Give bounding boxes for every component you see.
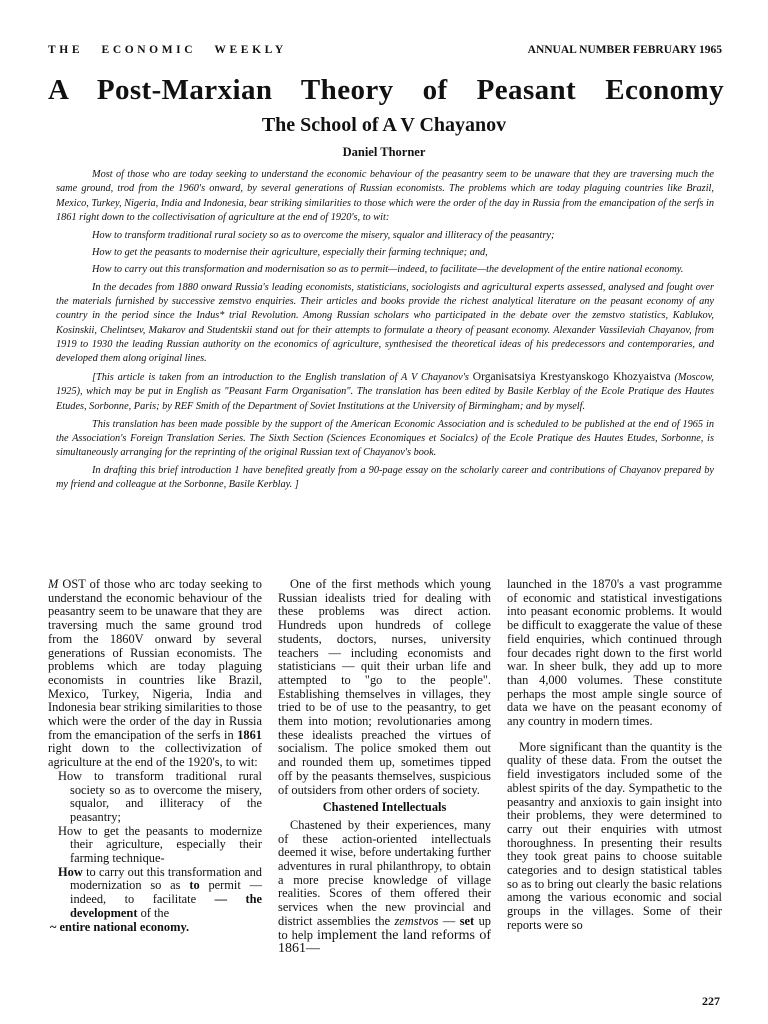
aim-continuation: ~ entire national economy. xyxy=(50,919,190,934)
aim-text: of the xyxy=(140,905,170,920)
page-number: 227 xyxy=(702,994,720,1008)
body-paragraph xyxy=(48,578,262,770)
body-paragraph: One of the first methods which young Russian idealists tried for dealing with these problems was direct action. Hundreds upon hundreds of college students, doctors, nurses, university teachers — including economists and statisticians — quit their urban life and attempted to "go to the people". Establishing themselves in villages, they tried to be of use to the peasantry, to get them into motion; revolutionaries among these idealists preached the virtues of socialism. The police smoked them out and rounded them up, sometimes tipped off by the peasants themselves, suspicious of outsiders from other orders of society. xyxy=(278,577,491,797)
intro-note xyxy=(56,370,714,414)
body-paragraph: More significant than the quantity is the quality of these data. From the outset the field investigators included some of the ablest spirits of the day. Sympathetic to the peasantry and anxioxis to gain insight into their problems, they were determined to carry out their enquiries with utmost thoroughness. In presenting their results they took great pains to choose suitable categories and to design statistical tables so as to bring out clearly the basic relations among the various economic and social groups in the villages. Some of their reports were so xyxy=(507,739,722,932)
article-subtitle: The School of A V Chayanov xyxy=(261,114,507,136)
intro-paragraph: This translation has been made possible by the support of the American Economic Association and is scheduled to be published at the end of 1965 in the Association's Foreign Translation Series. The Sixth Section (Sciences Economiques et Socialcs) of the Ecole Pratique des Hautes Etudes, Sorbonne, is simultaneously arranging for the reprinting of the original Russian text of Chayanov's book. xyxy=(56,418,714,459)
body-text: right down to the collectivization of agriculture at the end of the 1920's, to wit: xyxy=(48,741,262,770)
column-2 xyxy=(278,578,491,956)
running-head xyxy=(48,44,722,60)
intro-note-text: [This article is taken from an introduction to the English translation of A V Chayanov's xyxy=(92,372,469,384)
body-text: up to help xyxy=(278,913,491,942)
section-heading: Chastened Intellectuals xyxy=(322,800,447,815)
issue-label: ANNUAL NUMBER FEBRUARY 1965 xyxy=(527,44,722,56)
aim-item: How to transform traditional rural society so as to overcome the misery, squalor, and illiteracy of the peasantry; xyxy=(58,768,262,824)
drop-cap: M xyxy=(48,577,59,591)
intro-aim-item: How to carry out this transformation and modernisation so as to permit—indeed, to facilitate—the development of the entire national economy. xyxy=(92,264,684,276)
aim-item xyxy=(58,864,263,921)
body-paragraph xyxy=(278,819,491,956)
zemstvos-term: zemstvos xyxy=(394,913,439,928)
column-3 xyxy=(507,578,722,933)
intro-aim-item: How to get the peasants to modernise their agriculture, especially their farming technique; and, xyxy=(92,247,488,259)
body-text: OST of those who arc today seeking to understand the economic behaviour of the peasantry seem to be unaware that they are traversing much the same ground trod from the 1860V onward by several generations of Russian economists. The problems which are today plaguing economists in countries like Brazil, Mexico, Turkey, Nigeria, India and Indonesia bear striking similarities to those which were the order of the day in Russia from the emancipation of the serfs in xyxy=(48,577,262,742)
year-1861: 1861 xyxy=(237,727,262,742)
column-1 xyxy=(48,578,262,934)
intro-paragraph: In the decades from 1880 onward Russia's leading economists, statisticians, sociologists and agricultural experts assessed, analysed and fought over the materials furnished by successive zemstvo enquiries. Their articles and books provide the richest analytical literature on the peasant economy of any country in the period since the Indus* trial Revolution. Among Russian scholars who participated in the debate over the zemstvo statistics, Kablukov, Kosinskii, Chelintsev, Makarov and Studentskii stand out for their attempts to formulate a theory of peasant economy. Alexander Vassileviah Chayanov, from 1919 to 1930 the leading Russian authority on the economics of agriculture, synthesised the theoretical ideas of his predecessors and contemporaries, and developed them along original lines. xyxy=(56,281,714,365)
article-author: Daniel Thorner xyxy=(342,145,426,159)
aim-text: to xyxy=(189,878,200,893)
body-text: Chastened by their experiences, many of these action-oriented intellectuals deemed it wise, before undertaking further adventures in rural philanthropy, to obtain a more precise knowledge of village realities. Scores of them offered their services when the new provincial and district assemblies the xyxy=(278,817,491,928)
body-text: implement the land reforms of 1861— xyxy=(278,927,491,957)
aim-item: How to get the peasants to modernize their agriculture, especially their farming technique- xyxy=(58,823,262,866)
aim-text: permit — indeed, to facilitate xyxy=(70,878,263,907)
body-text: set xyxy=(459,913,475,928)
body-paragraph: launched in the 1870's a vast programme of economic and statistical investigations into peasant economic problems. It would be difficult to exaggerate the value of these field enquiries, which continued through four decades right down to the first world war. In sheer bulk, they add up to more than 4,000 volumes. These constitute perhaps the most ample single source of data we have on the peasant economy of any country in modern times. xyxy=(507,577,722,729)
aim-text: to carry out this transformation and modernization so as xyxy=(70,864,262,893)
aim-text: — the development xyxy=(70,892,262,920)
intro-note-text: (Moscow, 1925), which may be put in English as "Peasant Farm Organisation". The translation has been edited by Basile Kerblay of the Ecole Pratique des Hautes Etudes, Sorbonne, Paris; by REF Smith of the Department of Soviet Institutions at the University of Birmingham; and by myself. xyxy=(56,372,714,412)
intro-paragraph: Most of those who are today seeking to understand the economic behaviour of the peasantry seem to be unaware that they are traversing much the same ground, trod from the 1960's onward, by several generations of Russian economists. The problems which are today plaguing countries like Brazil, Mexico, Turkey, Nigeria, India and Indonesia, bear striking similarities to those which were the order of the day in Russia from the emancipation of the serfs in 1861 right down to the collectivisation of agriculture at the end of 1920's, to wit: xyxy=(56,169,714,223)
intro-aim-item: How to transform traditional rural society so as to overcome the misery, squalor and illiteracy of the peasantry; xyxy=(92,229,555,241)
editorial-introduction xyxy=(56,168,714,496)
book-title-russian: Organisatsiya Krestyanskogo Khozyaistva xyxy=(472,371,671,384)
body-text: — xyxy=(442,913,456,928)
intro-paragraph: In drafting this brief introduction 1 have benefited greatly from a 90-page essay on the scholarly career and contributions of Chayanov prepared by my friend and colleague at the Sorbonne, Basile Kerblay. ] xyxy=(56,465,714,491)
article-title: A Post-Marxian Theory of Peasant Economy xyxy=(48,74,724,106)
journal-name: THE ECONOMIC WEEKLY xyxy=(48,44,287,56)
aim-text: How xyxy=(58,864,83,879)
